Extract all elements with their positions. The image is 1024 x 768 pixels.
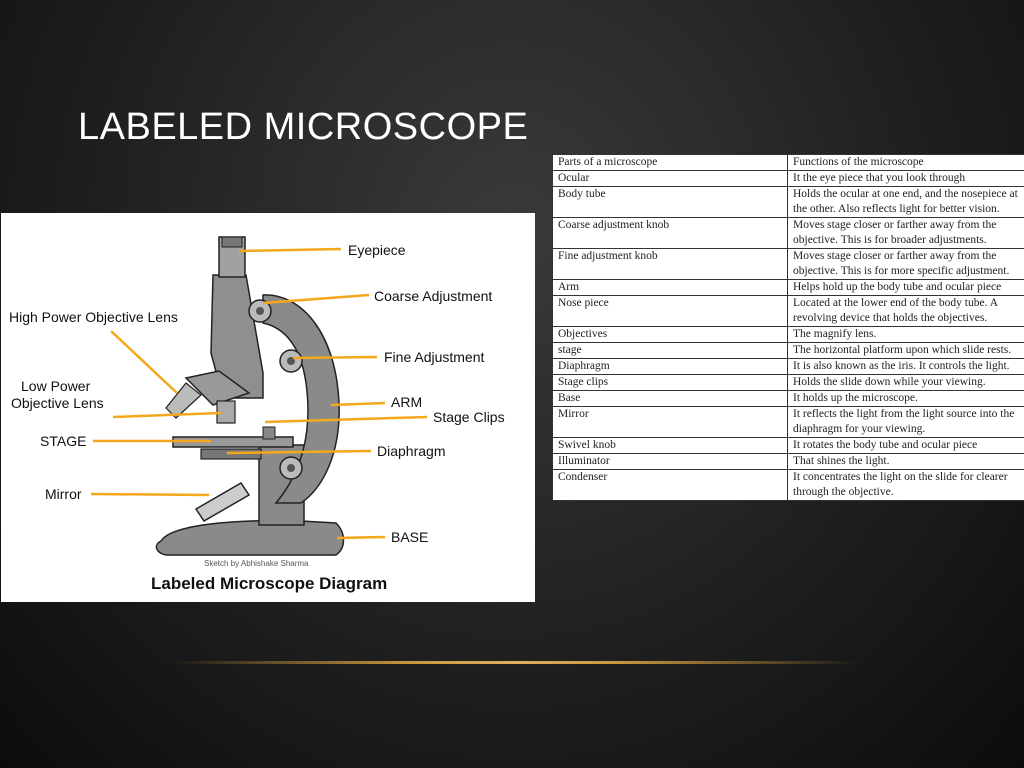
sketch-credit: Sketch by Abhishake Sharma (204, 559, 309, 568)
table-row (553, 454, 1024, 470)
part-cell: Stage clips (553, 375, 788, 391)
high-power-lens-pointer (111, 331, 177, 393)
function-cell: The magnify lens. (788, 327, 1024, 343)
part-cell: Diaphragm (553, 359, 788, 375)
label-high-power-lens: High Power Objective Lens (9, 309, 178, 325)
eyepiece-cap-shape (222, 237, 242, 247)
part-cell: Body tube (553, 187, 788, 218)
part-cell: Mirror (553, 407, 788, 438)
part-cell: stage (553, 343, 788, 359)
function-cell: Helps hold up the body tube and ocular piece (788, 280, 1024, 296)
lower-knob-center (287, 464, 295, 472)
label-eyepiece: Eyepiece (348, 242, 406, 258)
fine-adjustment-pointer (293, 357, 377, 358)
mirror-pointer (91, 494, 209, 495)
base-shape (156, 521, 343, 555)
table-row (553, 249, 1024, 280)
table-row (553, 359, 1024, 375)
label-low-power-line1: Low Power (21, 378, 91, 394)
function-cell: It holds up the microscope. (788, 391, 1024, 407)
part-cell: Nose piece (553, 296, 788, 327)
parts-functions-table (552, 154, 1024, 501)
part-cell: Arm (553, 280, 788, 296)
microscope-sketch (1, 213, 535, 602)
label-coarse-adjustment: Coarse Adjustment (374, 288, 493, 304)
diagram-caption: Labeled Microscope Diagram (151, 574, 388, 593)
slide-title: LABELED MICROSCOPE (78, 106, 529, 148)
eyepiece-pointer (239, 249, 341, 251)
label-stage-clips: Stage Clips (433, 409, 505, 425)
function-cell: It is also known as the iris. It controls the light. (788, 359, 1024, 375)
header-parts: Parts of a microscope (553, 155, 788, 171)
header-functions: Functions of the microscope (788, 155, 1024, 171)
part-cell: Fine adjustment knob (553, 249, 788, 280)
function-cell: The horizontal platform upon which slide rests. (788, 343, 1024, 359)
table-row (553, 218, 1024, 249)
function-cell: Holds the ocular at one end, and the nosepiece at the other. Also reflects light for better vision. (788, 187, 1024, 218)
table-row (553, 280, 1024, 296)
table-row (553, 171, 1024, 187)
base-pointer (337, 537, 385, 538)
table-row (553, 343, 1024, 359)
part-cell: Objectives (553, 327, 788, 343)
table-row (553, 438, 1024, 454)
table-row (553, 187, 1024, 218)
function-cell: Located at the lower end of the body tube. A revolving device that holds the objectives. (788, 296, 1024, 327)
part-cell: Condenser (553, 470, 788, 501)
stage-clips-pointer (265, 417, 427, 422)
table-row (553, 327, 1024, 343)
function-cell: It reflects the light from the light source into the diaphragm for your viewing. (788, 407, 1024, 438)
label-arm: ARM (391, 394, 423, 410)
function-cell: Moves stage closer or farther away from the objective. This is for more specific adjustment. (788, 249, 1024, 280)
label-mirror: Mirror (45, 486, 82, 502)
table-row (553, 375, 1024, 391)
decorative-divider (170, 661, 860, 664)
function-cell: It the eye piece that you look through (788, 171, 1024, 187)
function-cell: Holds the slide down while your viewing. (788, 375, 1024, 391)
function-cell: Moves stage closer or farther away from the objective. This is for broader adjustments. (788, 218, 1024, 249)
part-cell: Coarse adjustment knob (553, 218, 788, 249)
table-row (553, 407, 1024, 438)
table-row (553, 391, 1024, 407)
function-cell: It rotates the body tube and ocular piece (788, 438, 1024, 454)
part-cell: Ocular (553, 171, 788, 187)
label-stage: STAGE (40, 433, 87, 449)
label-fine-adjustment: Fine Adjustment (384, 349, 485, 365)
stage-clip-shape (263, 427, 275, 439)
part-cell: Swivel knob (553, 438, 788, 454)
mirror-shape (196, 483, 249, 521)
label-low-power-line2: Objective Lens (11, 395, 104, 411)
label-diaphragm: Diaphragm (377, 443, 446, 459)
table-row (553, 470, 1024, 501)
table-header-row (553, 155, 1024, 171)
part-cell: Illuminator (553, 454, 788, 470)
function-cell: It concentrates the light on the slide for clearer through the objective. (788, 470, 1024, 501)
low-power-lens-pointer (113, 413, 221, 417)
table-row (553, 296, 1024, 327)
label-base: BASE (391, 529, 429, 545)
microscope-diagram (1, 213, 535, 602)
function-cell: That shines the light. (788, 454, 1024, 470)
coarse-knob-center (256, 307, 264, 315)
part-cell: Base (553, 391, 788, 407)
